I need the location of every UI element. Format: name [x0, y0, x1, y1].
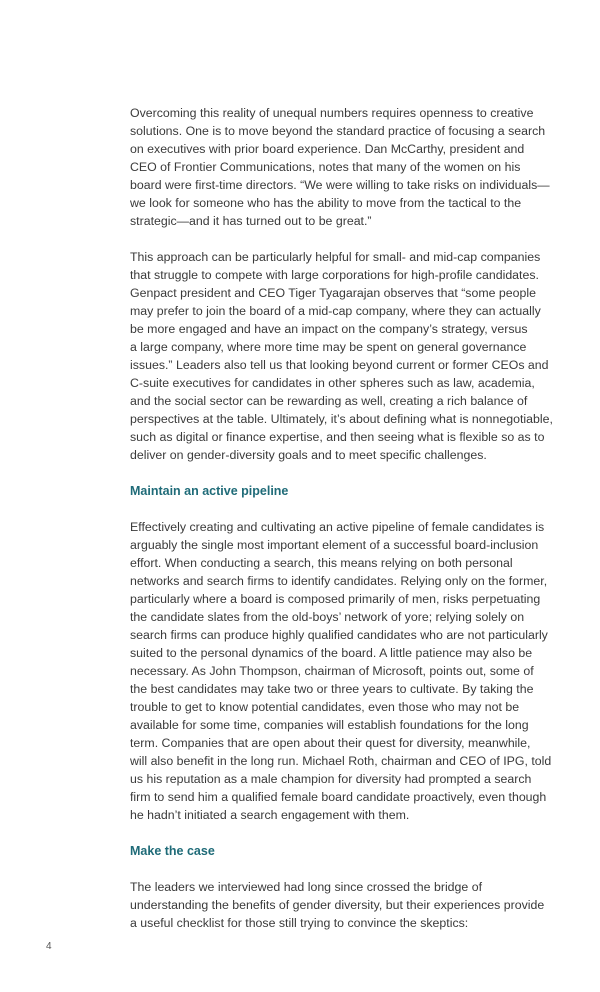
text-line: board were first-time directors. “We were willing to take risks on individuals—	[130, 178, 550, 192]
text-line: strategic—and it has turned out to be great.”	[130, 214, 372, 228]
text-line: may prefer to join the board of a mid-cap company, where they can actually	[130, 304, 541, 318]
paragraph-mid-cap	[130, 248, 558, 464]
text-line: C-suite executives for candidates in other spheres such as law, academia,	[130, 376, 535, 390]
text-line: be more engaged and have an impact on the company’s strategy, versus	[130, 322, 528, 336]
text-line: perspectives at the table. Ultimately, it’s about defining what is nonnegotiable,	[130, 412, 553, 426]
text-line: the best candidates may take two or three years to cultivate. By taking the	[130, 682, 534, 696]
text-line: necessary. As John Thompson, chairman of Microsoft, points out, some of	[130, 664, 534, 678]
text-line: trouble to get to know potential candidates, even those who may not be	[130, 700, 520, 714]
text-line: us his reputation as a male champion for diversity had prompted a search	[130, 772, 532, 786]
text-line: on executives with prior board experience. Dan McCarthy, president and	[130, 142, 525, 156]
text-line: such as digital or finance expertise, and then seeing what is flexible so as to	[130, 430, 545, 444]
text-line: suited to the personal dynamics of the board. A little patience may also be	[130, 646, 533, 660]
text-line: a large company, where more time may be spent on general governance	[130, 340, 527, 354]
text-line: CEO of Frontier Communications, notes that many of the women on his	[130, 160, 521, 174]
text-line: and the social sector can be rewarding as well, creating a rich balance of	[130, 394, 528, 408]
text-line: will also benefit in the long run. Michael Roth, chairman and CEO of IPG, told	[130, 754, 552, 768]
text-line: search firms can produce highly qualified candidates who are not particularly	[130, 628, 548, 642]
text-line: particularly where a board is composed primarily of men, risks perpetuating	[130, 592, 541, 606]
text-line: Effectively creating and cultivating an active pipeline of female candidates is	[130, 520, 545, 534]
text-line: he hadn’t initiated a search engagement with them.	[130, 808, 410, 822]
text-line: available for some time, companies will establish foundations for the long	[130, 718, 529, 732]
text-line: networks and search firms to identify candidates. Relying only on the former,	[130, 574, 548, 588]
section-heading-make-the-case: Make the case	[130, 844, 215, 858]
paragraph-make-the-case	[130, 878, 558, 932]
page-number: 4	[46, 941, 52, 952]
paragraph-unequal-numbers	[130, 104, 558, 230]
text-line: the candidate slates from the old-boys’ network of yore; relying solely on	[130, 610, 525, 624]
text-line: we look for someone who has the ability to move from the tactical to the	[130, 196, 522, 210]
text-line: Overcoming this reality of unequal numbers requires openness to creative	[130, 106, 534, 120]
text-line: This approach can be particularly helpful for small- and mid-cap companies	[130, 250, 541, 264]
text-line: effort. When conducting a search, this means relying on both personal	[130, 556, 513, 570]
text-line: term. Companies that are open about their quest for diversity, meanwhile,	[130, 736, 531, 750]
body-text	[130, 104, 558, 950]
text-line: that struggle to compete with large corporations for high-profile candidates.	[130, 268, 539, 282]
text-line: The leaders we interviewed had long since crossed the bridge of	[130, 880, 483, 894]
text-line: solutions. One is to move beyond the standard practice of focusing a search	[130, 124, 546, 138]
text-line: Genpact president and CEO Tiger Tyagarajan observes that “some people	[130, 286, 536, 300]
text-line: arguably the single most important element of a successful board-inclusion	[130, 538, 539, 552]
text-line: understanding the benefits of gender diversity, but their experiences provide	[130, 898, 545, 912]
section-heading-pipeline: Maintain an active pipeline	[130, 484, 289, 498]
text-line: firm to send him a qualified female board candidate proactively, even though	[130, 790, 547, 804]
text-line: a useful checklist for those still trying to convince the skeptics:	[130, 916, 469, 930]
paragraph-pipeline	[130, 518, 558, 824]
text-line: deliver on gender-diversity goals and to meet specific challenges.	[130, 448, 487, 462]
text-line: issues.” Leaders also tell us that looking beyond current or former CEOs and	[130, 358, 549, 372]
